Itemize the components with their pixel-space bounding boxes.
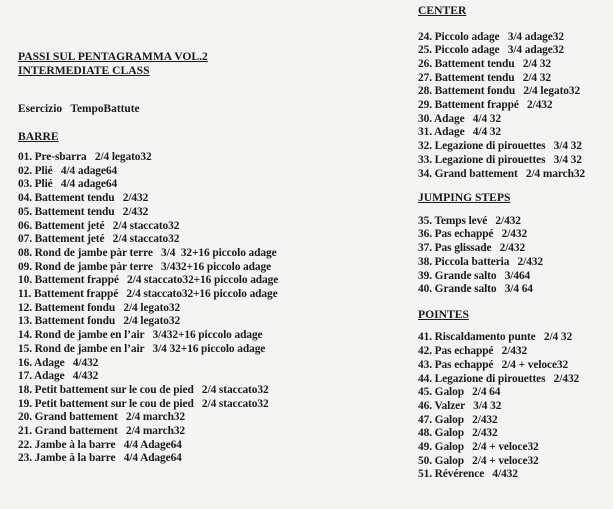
exercise-item: 43. Pas echappé 2/4 + veloce32: [418, 358, 569, 371]
exercise-item: 40. Grande salto 3/4 64: [418, 283, 533, 296]
exercise-item: 06. Battement jeté 2/4 staccato32: [18, 219, 180, 232]
section-heading-barre: BARRE: [18, 129, 59, 143]
exercise-item: 10. Battement frappé 2/4 staccato32+16 piccolo adage: [18, 274, 279, 287]
exercise-item: 23. Jambe à la barre 4/4 Adage64: [18, 452, 182, 465]
exercise-item: 21. Grand battement 2/4 march32: [18, 425, 186, 438]
exercise-item: 19. Petit battement sur le cou de pied 2/4 staccato32: [18, 397, 269, 410]
section-heading-pointes: POINTES: [418, 307, 469, 321]
exercise-item: 22. Jambe à la barre 4/4 Adage64: [18, 438, 182, 451]
exercise-item: 35. Temps levé 2/432: [418, 214, 521, 227]
exercise-item: 20. Grand battement 2/4 march32: [18, 411, 186, 424]
exercise-item: 49. Galop 2/4 + veloce32: [418, 441, 539, 454]
exercise-item: 30. Adage 4/4 32: [418, 112, 502, 125]
exercise-item: 07. Battement jeté 2/4 staccato32: [18, 233, 180, 246]
exercise-item: 01. Pre-sbarra 2/4 legato32: [18, 151, 152, 163]
exercise-item: 45. Galop 2/4 64: [418, 386, 501, 399]
exercise-item: 04. Battement tendu 2/432: [18, 192, 149, 205]
exercise-item: 02. Plié 4/4 adage64: [18, 164, 118, 177]
exercise-item: 12. Battement fondu 2/4 legato32: [18, 301, 181, 314]
exercise-item: 34. Grand battement 2/4 march32: [418, 167, 586, 180]
exercise-item: 03. Plié 4/4 adage64: [18, 178, 118, 191]
center-exercise-list: [418, 31, 613, 182]
exercise-item: 41. Riscaldamento punte 2/4 32: [418, 331, 573, 344]
exercise-item: 42. Pas echappé 2/432: [418, 345, 528, 358]
exercise-item: 39. Grande salto 3/464: [418, 269, 531, 282]
exercise-item: 50. Galop 2/4 + veloce32: [418, 454, 539, 467]
exercise-item: 33. Legazione di pirouettes 3/4 32: [418, 153, 582, 166]
exercise-item: 44. Legazione di pirouettes 2/432: [418, 372, 580, 385]
exercise-item: 29. Battement frappé 2/432: [418, 99, 553, 112]
document-title: PASSI SUL PENTAGRAMMA VOL.2: [18, 50, 208, 63]
exercise-item: 26. Battement tendu 2/4 32: [418, 57, 551, 70]
exercise-item: 37. Pas glissade 2/432: [418, 242, 526, 255]
exercise-item: 32. Legazione di pirouettes 3/4 32: [418, 140, 582, 153]
right-column: [418, 4, 613, 482]
exercise-item: 17. Adage 4/432: [18, 370, 99, 383]
pointes-exercise-list: [418, 331, 613, 482]
exercise-item: 08. Rond de jambe pàr terre 3/4 32+16 piccolo adage: [18, 246, 277, 259]
exercise-item: 48. Galop 2/432: [418, 427, 498, 440]
column-header-row: Esercizio TempoBattute: [18, 103, 140, 115]
barre-exercise-list: [18, 151, 398, 466]
exercise-item: 16. Adage 4/432: [18, 356, 99, 369]
jumping-exercise-list: [418, 215, 613, 297]
exercise-item: 05. Battement tendu 2/432: [18, 205, 149, 218]
exercise-item: 27. Battement tendu 2/4 32: [418, 71, 551, 84]
exercise-item: 47. Galop 2/432: [418, 413, 498, 426]
exercise-item: 24. Piccolo adage 3/4 adage32: [418, 30, 564, 43]
section-heading-jumping-steps: JUMPING STEPS: [418, 191, 511, 205]
section-heading-center: CENTER: [418, 4, 467, 17]
exercise-item: 46. Valzer 3/4 32: [418, 399, 502, 412]
exercise-item: 13. Battement fondu 2/4 legato32: [18, 315, 181, 328]
document-subtitle: INTERMEDIATE CLASS: [18, 63, 150, 77]
exercise-item: 51. Révérence 4/432: [418, 468, 518, 481]
exercise-item: 28. Battement fondu 2/4 legato32: [418, 85, 581, 98]
exercise-item: 38. Piccola batteria 2/432: [418, 255, 544, 268]
exercise-item: 36. Pas echappé 2/432: [418, 228, 528, 241]
exercise-item: 14. Rond de jambe en l’air 3/432+16 piccolo adage: [18, 329, 263, 342]
exercise-item: 15. Rond de jambe en l’air 3/4 32+16 piccolo adage: [18, 342, 266, 355]
exercise-item: 09. Rond de jambe pàr terre 3/432+16 piccolo adage: [18, 260, 272, 273]
exercise-item: 18. Petit battement sur le cou de pied 2/4 staccato32: [18, 383, 269, 396]
left-column: [18, 50, 398, 466]
exercise-item: 31. Adage 4/4 32: [418, 126, 502, 139]
exercise-item: 25. Piccolo adage 3/4 adage32: [418, 44, 564, 57]
exercise-item: 11. Battement frappé 2/4 staccato32+16 piccolo adage: [18, 288, 278, 301]
